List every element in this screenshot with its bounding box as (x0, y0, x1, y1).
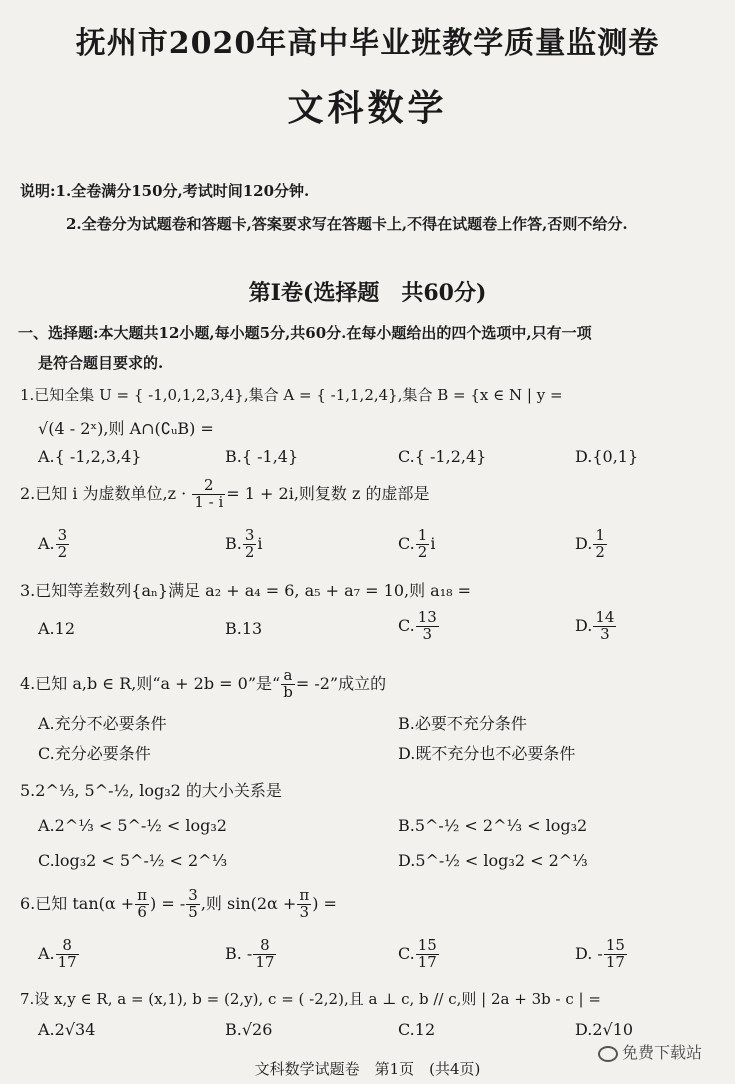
q2-stem-pre: 2.已知 i 为虚数单位,z · (20, 483, 192, 503)
q6-c-num: 15 (417, 936, 437, 954)
q5-option-b: B.5^-½ < 2^⅓ < log₃2 (398, 816, 588, 835)
q3-option-d (575, 610, 617, 643)
q7-option-a: A.2√34 (38, 1020, 96, 1039)
watermark (598, 1040, 702, 1063)
q3-option-c (398, 610, 440, 643)
instruction-2: 2.全卷分为试题卷和答题卡,答案要求写在答题卡上,不得在试题卷上作答,否则不给分. (66, 215, 628, 233)
q3-c-num: 13 (417, 608, 437, 626)
q6-c-label: C. (398, 943, 415, 963)
q6-b-den: 17 (255, 952, 275, 971)
q6-option-b (225, 938, 277, 971)
q6-n3: π (299, 886, 310, 904)
q4-fraction (281, 668, 295, 701)
subject-title: 文科数学 (287, 87, 448, 129)
q7-option-d: D.2√10 (575, 1020, 634, 1039)
q6-d-label: D. - (575, 943, 603, 963)
q3-d-den: 3 (600, 624, 610, 643)
q4-option-d: D.既不充分也不必要条件 (398, 744, 576, 763)
q1-stem-1: 1.已知全集 U = { -1,0,1,2,3,4},集合 A = { -1,1,2,4},集合 B = {x ∈ N | y = (20, 386, 563, 404)
q6-d3: 3 (299, 902, 310, 921)
q6-pre: 6.已知 tan(α + (20, 893, 135, 913)
q6-n2: 3 (188, 886, 198, 904)
q4-num: a (281, 668, 295, 685)
instruction-label: 说明: (20, 182, 56, 200)
instruction-1-text: 1.全卷满分150分,考试时间120分钟. (55, 182, 310, 200)
q1-option-b: B.{ -1,4} (225, 447, 299, 466)
q6-n1: π (137, 886, 148, 904)
q2-fraction (192, 478, 225, 511)
q6-a-label: A. (38, 943, 55, 963)
q5-stem: 5.2^⅓, 5^-½, log₃2 的大小关系是 (20, 781, 282, 800)
q2-stem (20, 478, 430, 511)
wechat-icon (598, 1046, 618, 1062)
q2-option-a (38, 528, 70, 561)
q4-stem-post: = -2”成立的 (295, 673, 387, 693)
q7-option-c: C.12 (398, 1020, 436, 1039)
q2-c-den: 2 (417, 542, 428, 561)
exam-title: 抚州市2020年高中毕业班教学质量监测卷 (75, 26, 660, 61)
q4-option-b: B.必要不充分条件 (398, 714, 527, 733)
q6-stem (20, 888, 337, 921)
q2-b-num: 3 (244, 526, 255, 544)
q4-stem (20, 668, 386, 701)
section-title: 第Ⅰ卷(选择题 共60分) (248, 280, 487, 306)
q4-den: b (283, 682, 293, 701)
q6-a-num: 8 (56, 938, 79, 955)
q5-option-a: A.2^⅓ < 5^-½ < log₃2 (38, 816, 227, 835)
q6-option-a (38, 938, 80, 971)
q6-b-label: B. - (225, 943, 253, 963)
q2-b-suffix: i (257, 533, 263, 553)
q2-stem-post: = 1 + 2i,则复数 z 的虚部是 (226, 483, 430, 503)
q1-option-a: A.{ -1,2,3,4} (38, 447, 142, 466)
watermark-text: 免费下载站 (622, 1043, 703, 1062)
section-intro-1: 一、选择题:本大题共12小题,每小题5分,共60分.在每小题给出的四个选项中,只有一项 (18, 324, 592, 342)
q3-d-num: 14 (595, 608, 615, 626)
q4-option-a: A.充分不必要条件 (38, 714, 167, 733)
q7-option-b: B.√26 (225, 1020, 273, 1039)
q2-option-b-label: B. (225, 533, 242, 553)
q6-c-den: 17 (417, 952, 437, 971)
q2-a-num: 3 (57, 526, 68, 544)
q6-d-den: 17 (605, 952, 625, 971)
q6-b-num: 8 (253, 938, 276, 955)
q1-option-c: C.{ -1,2,4} (398, 447, 487, 466)
q5-option-d: D.5^-½ < log₃2 < 2^⅓ (398, 851, 588, 870)
q2-c-suffix: i (430, 533, 436, 553)
q2-c-num: 1 (417, 526, 428, 544)
q2-a-den: 2 (57, 542, 68, 561)
q2-fraction-num: 2 (192, 478, 225, 495)
instruction-1 (20, 180, 309, 201)
q2-option-b (225, 528, 263, 561)
q7-stem: 7.设 x,y ∈ R, a = (x,1), b = (2,y), c = ( -2,2),且 a ⊥ c, b // c,则 | 2a + 3b - c | = (20, 990, 601, 1008)
q3-option-d-label: D. (575, 615, 593, 635)
q6-d-num: 15 (605, 936, 625, 954)
q6-mid2: ,则 sin(2α + (200, 893, 297, 913)
q3-option-a: A.12 (38, 619, 75, 638)
q6-d1: 6 (137, 902, 147, 921)
q3-option-b: B.13 (225, 619, 263, 638)
q4-stem-pre: 4.已知 a,b ∈ R,则“a + 2b = 0”是“ (20, 673, 281, 693)
q2-b-den: 2 (244, 542, 255, 561)
q5-option-c: C.log₃2 < 5^-½ < 2^⅓ (38, 851, 228, 870)
page-footer: 文科数学试题卷 第1页 (共4页) (254, 1060, 481, 1078)
q6-mid: ) = - (150, 893, 186, 913)
q2-option-d (575, 528, 608, 561)
q3-stem: 3.已知等差数列{aₙ}满足 a₂ + a₄ = 6, a₅ + a₇ = 10,则 a₁₈ = (20, 581, 472, 600)
q6-option-d (575, 938, 628, 971)
q1-option-d: D.{0,1} (575, 447, 639, 466)
q3-option-c-label: C. (398, 615, 415, 635)
q2-option-c (398, 528, 435, 561)
q2-d-den: 2 (595, 542, 605, 561)
q2-option-c-label: C. (398, 533, 415, 553)
q6-d2: 5 (188, 902, 198, 921)
q3-c-den: 3 (422, 624, 433, 643)
q2-fraction-den: 1 - i (194, 492, 224, 511)
q2-d-num: 1 (595, 526, 605, 544)
q2-option-d-label: D. (575, 533, 593, 553)
q6-option-c (398, 938, 440, 971)
q6-post: ) = (312, 893, 337, 913)
q6-a-den: 17 (57, 952, 77, 971)
section-intro-2: 是符合题目要求的. (38, 354, 164, 372)
q1-stem-2: √(4 - 2ˣ),则 A∩(∁ᵤB) = (38, 419, 214, 438)
q4-option-c: C.充分必要条件 (38, 744, 151, 763)
q2-option-a-label: A. (38, 533, 55, 553)
